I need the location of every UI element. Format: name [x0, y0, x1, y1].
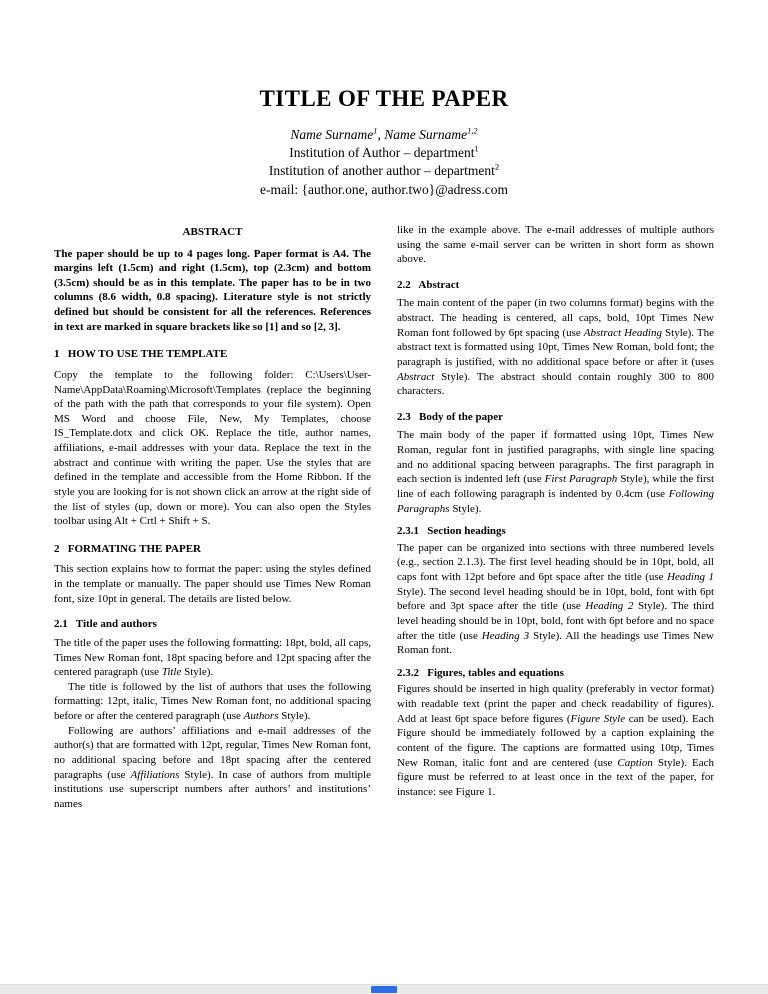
title-block: [54, 86, 714, 199]
section-1-paragraph: Copy the template to the following folder: C:\Users\User-Name\AppData\Roaming\Microsoft\Templates (replace the beginning of the path with the path that corresponds to your file system). Open MS Word and choose File, New, My Templates, choose IS_Template.dotx and click OK. Replace the title, author names, affiliations, e-mail addresses with your data. Replace the text in the abstract and continue with writing the paper. Use the styles that are defined in the template and accessible from the Home Ribbon. If the style you are looking for is not shown click an arrow at the right side of the list of styles (up, down or more). You can also open the Styles toolbar using Alt + Crtl + Shift + S.: [54, 368, 371, 528]
authors-line: Name Surname$^1$, Name Surname$^{1,2}$: [290, 126, 478, 142]
email-line: e-mail: {author.one, author.two}@adress.com: [259, 181, 509, 197]
section-2-2-paragraph: The main content of the paper (in two columns format) begins with the abstract. The heading is centered, all caps, bold, 10pt Times New Roman font followed by 6pt spacing (use Abstract Heading Style). The abstract text is formatted using 10pt, Times New Roman, bold font; the paragraph is justified, with no additional space before or after it (uses Abstract Style). The abstract should contain roughly 300 to 800 characters.: [397, 297, 714, 398]
section-2-heading: 2 FORMATING THE PAPER: [54, 542, 201, 555]
section-2-3-2-heading: 2.3.2 Figures, tables and equations: [397, 666, 564, 679]
section-2-3-paragraph: The main body of the paper if formatted using 10pt, Times New Roman, regular font in justified paragraphs, with single line spacing and no additional spacing between paragraphs. The first paragraph in each section is indented left (use First Paragraph Style), while the first line of each following paragraph is indented by 0.4cm (use Following Paragraphs Style).: [397, 429, 714, 515]
section-2-1-paragraph-1: The title of the paper uses the following formatting: 18pt, bold, all caps, Times New Roman font, 18pt spacing before and 12pt spacing after the centered paragraph (use Title Style).: [54, 636, 371, 679]
section-2-1-heading: 2.1 Title and authors: [54, 618, 157, 631]
section-2-1-paragraph-3: Following are authors’ affiliations and e-mail addresses of the author(s) that are formatted with 12pt, regular, Times New Roman font, no additional spacing before and 18pt spacing after the centered paragraphs (use Affiliations Style). In case of authors from multiple institutions use superscript numbers after authors’ and institutions’ names: [54, 724, 371, 810]
section-2-1-paragraph-2: The title is followed by the list of authors that uses the following formatting: 12pt, italic, Times New Roman font, no additional spacing before or after the centered paragraph (use Authors Style).: [54, 680, 371, 722]
section-2-3-1-paragraph: The paper can be organized into sections with three numbered levels (e.g., section 2.1.3). The first level heading should be in 10pt, bold, all caps font with 12pt before and 6pt space after the title (use Heading 1 Style). The second level heading should be in 10pt, bold, font with 6pt before and 3pt space after the title (use Heading 2 Style). The third level heading should be in 10pt, bold, font with 6pt before and no space after the title (use Heading 3 Style). All the headings use Times New Roman font.: [397, 541, 714, 657]
affiliation-1: Institution of Author – department$^1$: [289, 144, 479, 161]
horizontal-scrollbar-track[interactable]: [0, 984, 768, 994]
section-2-1-paragraph-3-continued: like in the example above. The e-mail addresses of multiple authors using the same e-mail server can be written in short form as shown above.: [397, 223, 714, 266]
section-2-3-heading: 2.3 Body of the paper: [397, 410, 504, 423]
affiliation-2: Institution of another author – department$^2$: [268, 162, 500, 179]
section-2-2-heading: 2.2 Abstract: [397, 278, 460, 291]
horizontal-scrollbar-thumb[interactable]: [371, 986, 397, 993]
section-2-3-2-paragraph: Figures should be inserted in high quality (preferably in vector format) with readable text (print the paper and check readability of figures). Add at least 6pt space before figures (Figure Style can be used). Each Figure should be immediately followed by a caption explaining the content of the figure. The captions are formatted using 10tp, Times New Roman, italic font and are centered (use Caption Style). Each figure must be referred to at least once in the text of the paper, for instance: see Figure 1.: [397, 683, 714, 798]
section-2-paragraph: This section explains how to format the paper: using the styles defined in the template or manually. The paper should use Times New Roman font, size 10pt in general. The details are listed below.: [54, 563, 371, 605]
paper-title: TITLE OF THE PAPER: [259, 86, 509, 111]
section-2-3-1-heading: 2.3.1 Section headings: [397, 525, 506, 538]
two-column-body: [54, 223, 714, 812]
section-1-heading: 1 HOW TO USE THE TEMPLATE: [54, 348, 228, 361]
right-column: [397, 223, 714, 812]
abstract-paragraph: The paper should be up to 4 pages long. Paper format is A4. The margins left (1.5cm) and right (1.5cm), top (2.3cm) and bottom (3.5cm) should be as in this template. The paper has to be in two columns (8.6 width, 0.8 spacing). Literature style is not strictly defined but should be consistent for all the references. References in text are marked in square brackets like so [1] and so [2, 3].: [54, 247, 371, 333]
left-column: [54, 223, 371, 812]
abstract-heading: ABSTRACT: [182, 225, 243, 238]
